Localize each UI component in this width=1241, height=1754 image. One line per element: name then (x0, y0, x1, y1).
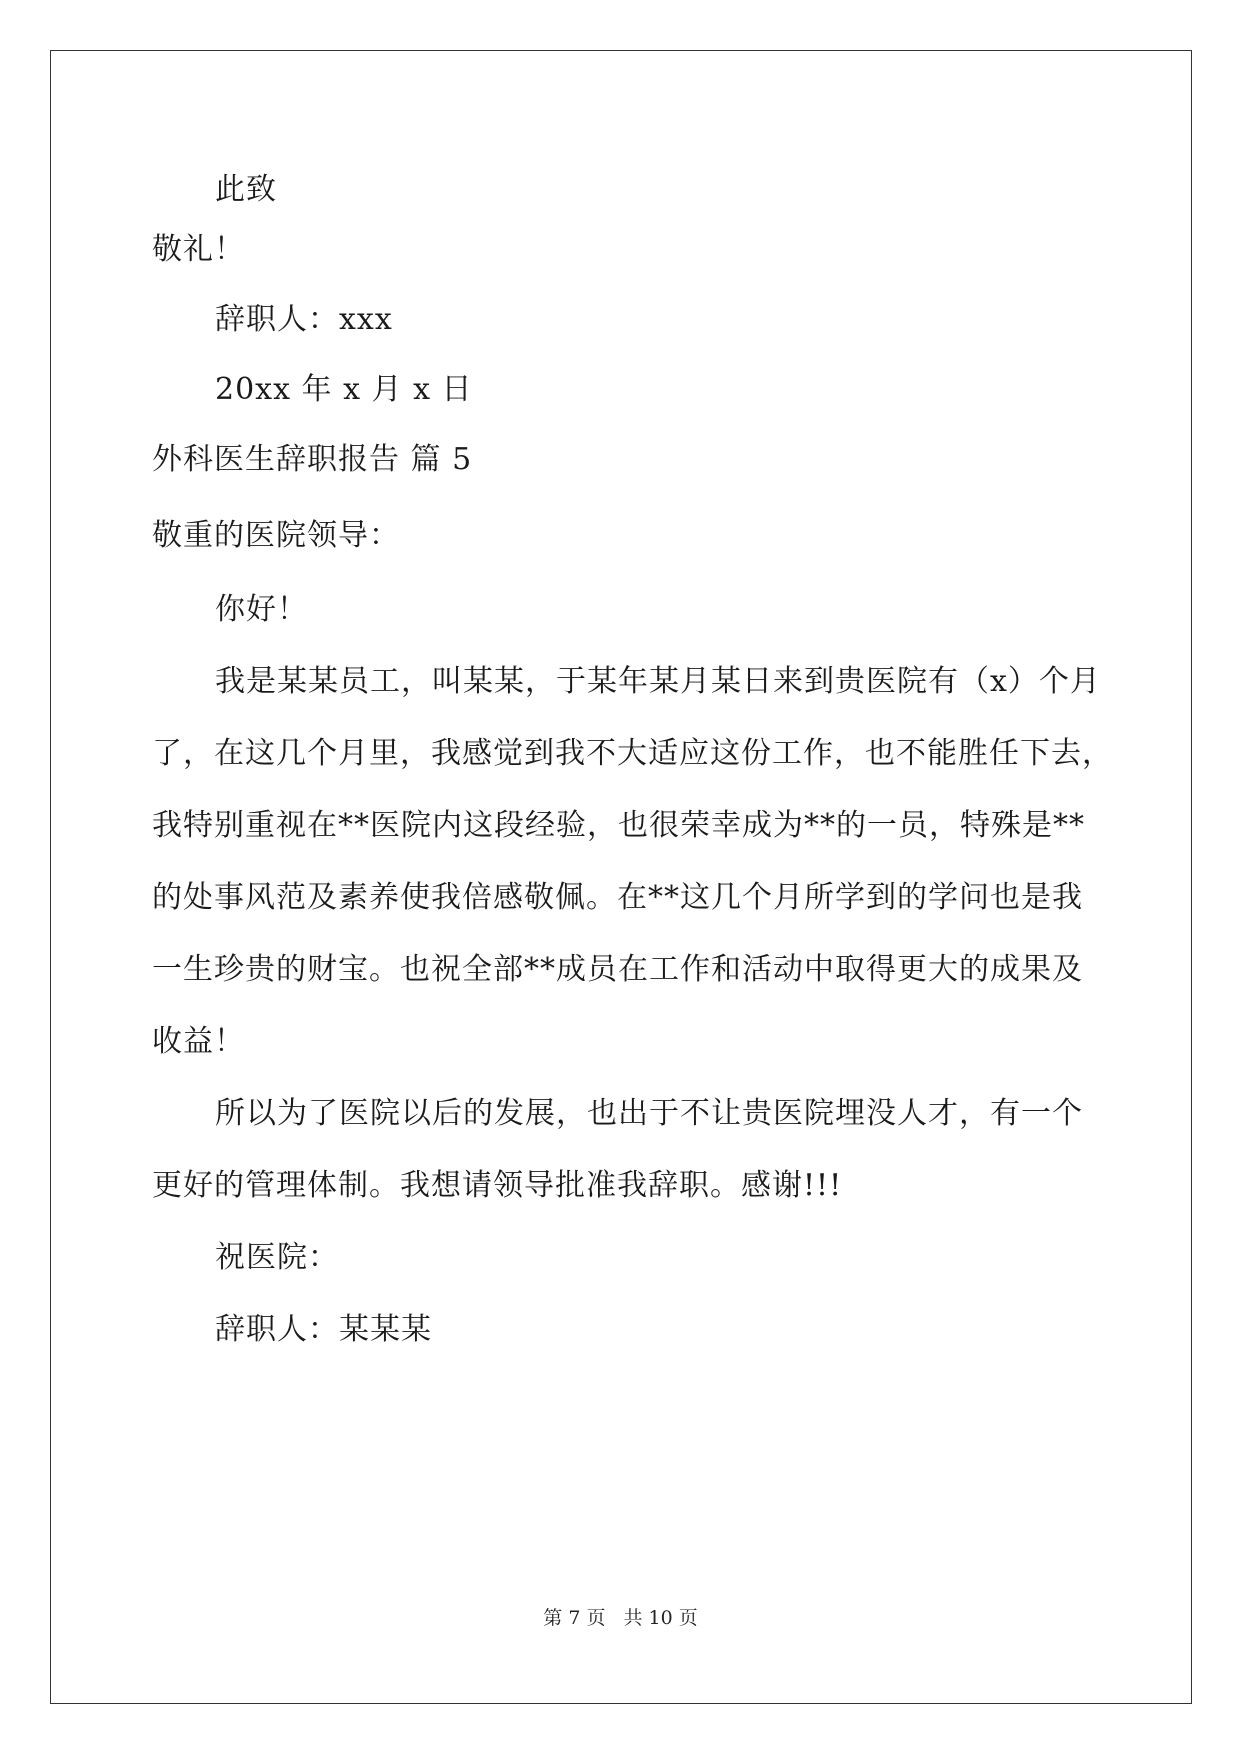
body-line: 收益！ (152, 1024, 245, 1059)
signature-line: 辞职人：某某某 (215, 1312, 432, 1347)
body-line: 一生珍贵的财宝。也祝全部**成员在工作和活动中取得更大的成果及 (152, 952, 1083, 987)
body-line: 的处事风范及素养使我倍感敬佩。在**这几个月所学到的学问也是我 (152, 880, 1083, 915)
section-title: 外科医生辞职报告 篇 5 (152, 442, 473, 477)
signature-line: 辞职人：xxx (215, 302, 393, 337)
greeting: 你好！ (215, 592, 308, 627)
closing-salutation: 此致 (215, 172, 277, 207)
body-line: 更好的管理体制。我想请领导批准我辞职。感谢!!! (152, 1168, 843, 1203)
closing-regards: 敬礼！ (152, 232, 245, 267)
body-line: 我是某某员工，叫某某，于某年某月某日来到贵医院有（x）个月 (215, 664, 1101, 699)
page-footer (0, 1606, 1241, 1630)
page-border (50, 50, 1192, 1704)
page-number: 第 7 页 (543, 1607, 606, 1629)
letter-salutation: 敬重的医院领导： (152, 518, 400, 553)
page-total: 共 10 页 (623, 1607, 698, 1629)
closing-wish: 祝医院： (215, 1240, 339, 1275)
date-line: 20xx 年 x 月 x 日 (215, 372, 473, 407)
body-line: 所以为了医院以后的发展，也出于不让贵医院埋没人才，有一个 (215, 1096, 1083, 1131)
body-line: 我特别重视在**医院内这段经验，也很荣幸成为**的一员，特殊是** (152, 808, 1085, 843)
body-line: 了，在这几个月里，我感觉到我不大适应这份工作，也不能胜任下去， (152, 736, 1113, 771)
